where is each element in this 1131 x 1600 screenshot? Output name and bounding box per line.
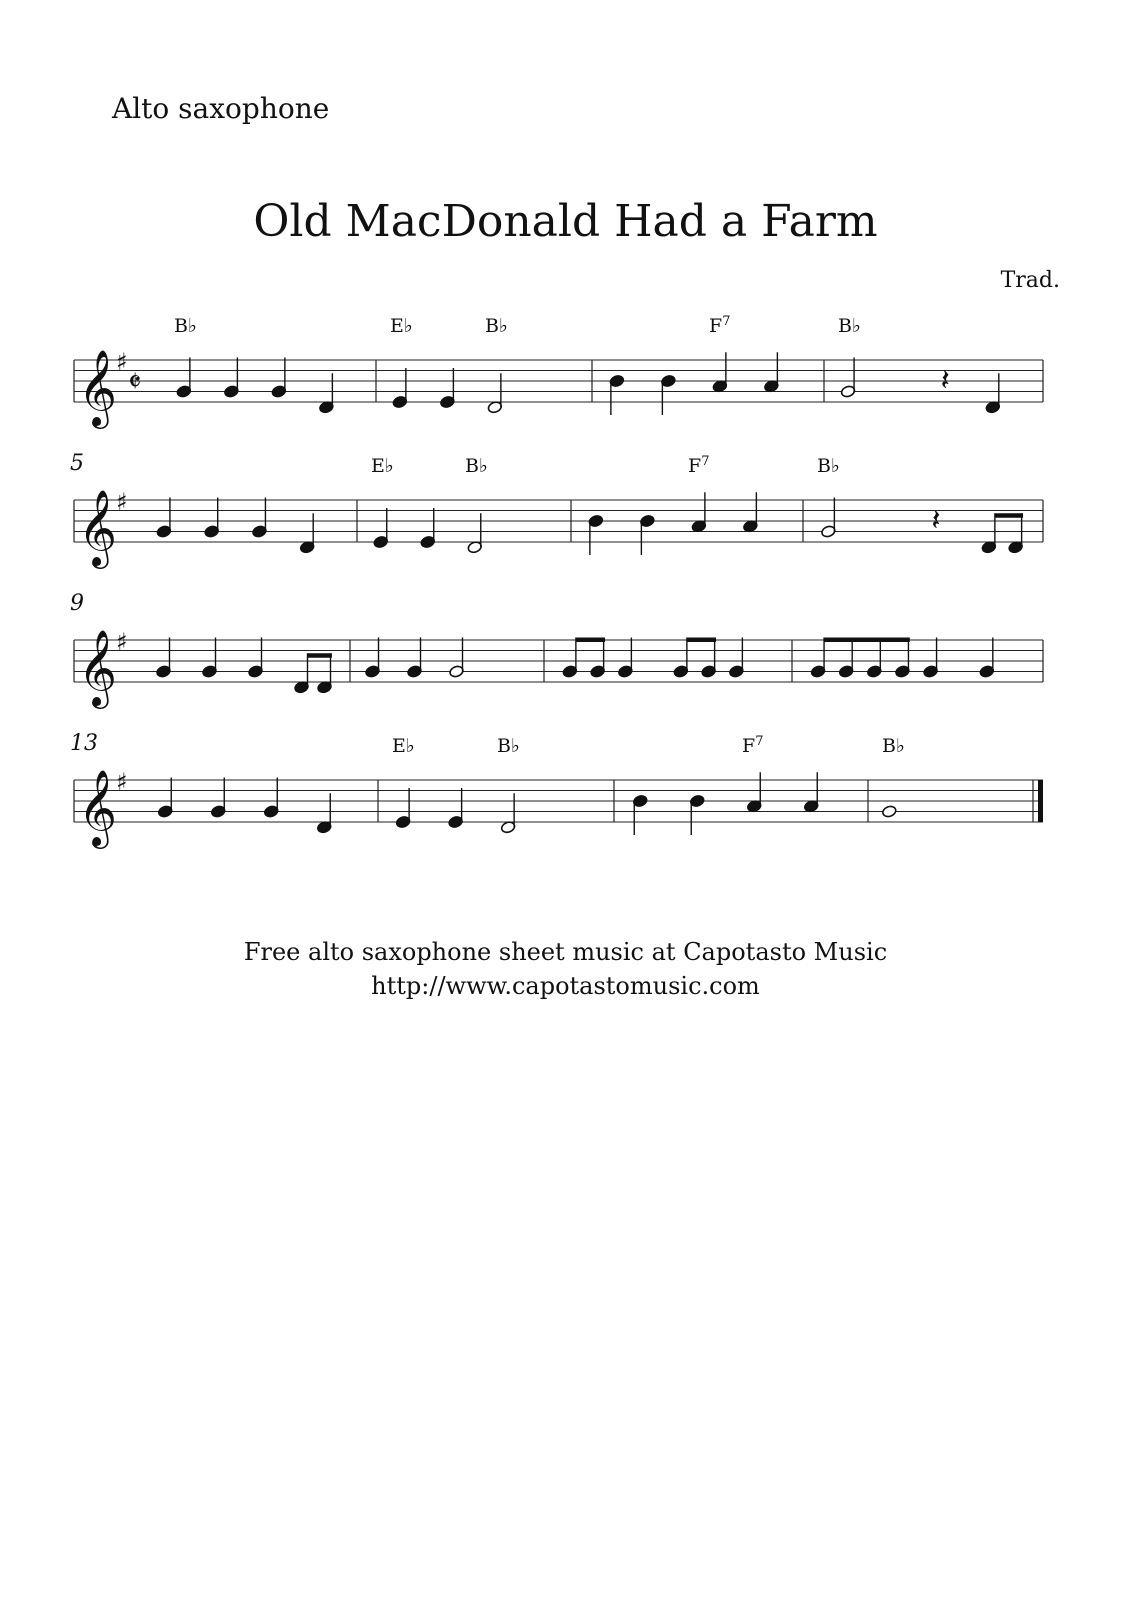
chord-symbol: B♭ bbox=[485, 315, 508, 337]
treble-clef-icon: 𝄞 bbox=[78, 769, 118, 846]
instrument-label: Alto saxophone bbox=[112, 92, 330, 125]
chord-symbol: B♭ bbox=[174, 315, 197, 337]
final-barline-thick bbox=[1038, 780, 1043, 822]
chord-symbol: E♭ bbox=[390, 315, 413, 337]
treble-clef-icon: 𝄞 bbox=[78, 349, 118, 426]
quarter-rest-icon: 𝄽 bbox=[931, 503, 941, 538]
footer-url[interactable]: http://www.capotastomusic.com bbox=[371, 972, 760, 1000]
chord-symbol: B♭ bbox=[497, 735, 520, 757]
measure-number: 13 bbox=[70, 731, 98, 756]
chord-symbol: B♭ bbox=[817, 455, 840, 477]
footer bbox=[0, 935, 1131, 1003]
page-title: Old MacDonald Had a Farm bbox=[253, 196, 878, 247]
measure-number: 9 bbox=[70, 591, 84, 616]
note-head bbox=[881, 805, 897, 819]
quarter-rest-icon: 𝄽 bbox=[940, 363, 950, 398]
eighth-beam bbox=[824, 638, 910, 643]
eighth-beam bbox=[687, 638, 716, 643]
key-signature-sharp-icon: ♯ bbox=[116, 488, 128, 516]
chord-symbol: E♭ bbox=[371, 455, 394, 477]
key-signature-sharp-icon: ♯ bbox=[116, 768, 128, 796]
eighth-beam bbox=[308, 653, 332, 658]
key-signature-sharp-icon: ♯ bbox=[116, 628, 128, 656]
chord-symbol: $F^7$ bbox=[742, 734, 764, 757]
chord-symbol: B♭ bbox=[882, 735, 905, 757]
treble-clef-icon: 𝄞 bbox=[78, 629, 118, 706]
measure-number: 5 bbox=[70, 451, 84, 476]
cut-time-icon: 𝄵 bbox=[128, 365, 142, 400]
key-signature-sharp-icon: ♯ bbox=[116, 348, 128, 376]
chord-symbol: $F^7$ bbox=[688, 454, 710, 477]
treble-clef-icon: 𝄞 bbox=[78, 489, 118, 566]
chord-symbol: B♭ bbox=[838, 315, 861, 337]
eighth-beam bbox=[576, 638, 605, 643]
chord-symbol: E♭ bbox=[392, 735, 415, 757]
eighth-beam bbox=[995, 513, 1023, 518]
chord-symbol: B♭ bbox=[465, 455, 488, 477]
composer-credit: Trad. bbox=[1000, 268, 1060, 293]
footer-credit: Free alto saxophone sheet music at Capotasto Music bbox=[243, 938, 888, 966]
chord-symbol: $F^7$ bbox=[709, 314, 731, 337]
